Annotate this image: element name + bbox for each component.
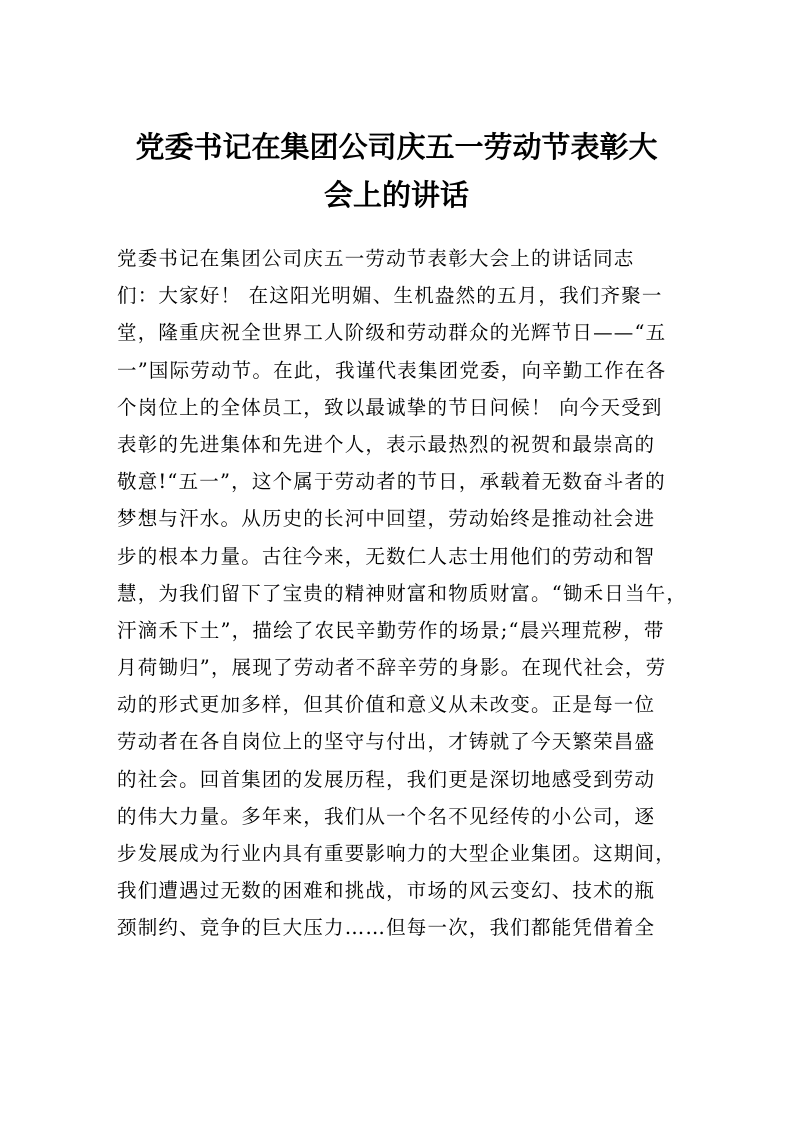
body-line: 表彰的先进集体和先进个人，表示最热烈的祝贺和最崇高的 <box>117 432 656 456</box>
body-line: 步的根本力量。古往今来，无数仁人志士用他们的劳动和智 <box>117 544 656 568</box>
body-line: 敬意!“五一”，这个属于劳动者的节日，承载着无数奋斗者的 <box>117 470 666 494</box>
body-line: 汗滴禾下土”，描绘了农民辛勤劳作的场景;“晨兴理荒秽，带 <box>117 618 665 642</box>
body-line: 梦想与汗水。从历史的长河中回望，劳动始终是推动社会进 <box>117 507 656 531</box>
body-line: 的伟大力量。多年来，我们从一个名不见经传的小公司，逐 <box>117 804 656 828</box>
document-body <box>117 240 687 947</box>
document-title-line-1: 党委书记在集团公司庆五一劳动节表彰大 <box>135 130 658 164</box>
body-line: 们：大家好！ 在这阳光明媚、生机盎然的五月，我们齐聚一 <box>117 284 663 308</box>
body-line: 劳动者在各自岗位上的坚守与付出，才铸就了今天繁荣昌盛 <box>117 730 656 754</box>
body-line: 的社会。回首集团的发展历程，我们更是深切地感受到劳动 <box>117 767 656 791</box>
body-line: 个岗位上的全体员工，致以最诚挚的节日问候！ 向今天受到 <box>117 395 663 419</box>
body-line: 月荷锄归”，展现了劳动者不辞辛劳的身影。在现代社会，劳 <box>117 656 667 680</box>
body-line: 一”国际劳动节。在此，我谨代表集团党委，向辛勤工作在各 <box>117 358 667 382</box>
document-title-line-2: 会上的讲话 <box>323 178 469 212</box>
body-line: 我们遭遇过无数的困难和挑战，市场的风云变幻、技术的瓶 <box>117 879 656 903</box>
body-line: 步发展成为行业内具有重要影响力的大型企业集团。这期间， <box>117 842 676 865</box>
body-line: 慧，为我们留下了宝贵的精神财富和物质财富。“锄禾日当午， <box>117 581 687 605</box>
body-line: 堂，隆重庆祝全世界工人阶级和劳动群众的光辉节日——“五 <box>117 321 667 345</box>
body-line: 党委书记在集团公司庆五一劳动节表彰大会上的讲话同志 <box>117 247 635 270</box>
body-line: 颈制约、竞争的巨大压力……但每一次，我们都能凭借着全 <box>117 916 656 940</box>
body-line: 动的形式更加多样，但其价值和意义从未改变。正是每一位 <box>117 693 656 717</box>
